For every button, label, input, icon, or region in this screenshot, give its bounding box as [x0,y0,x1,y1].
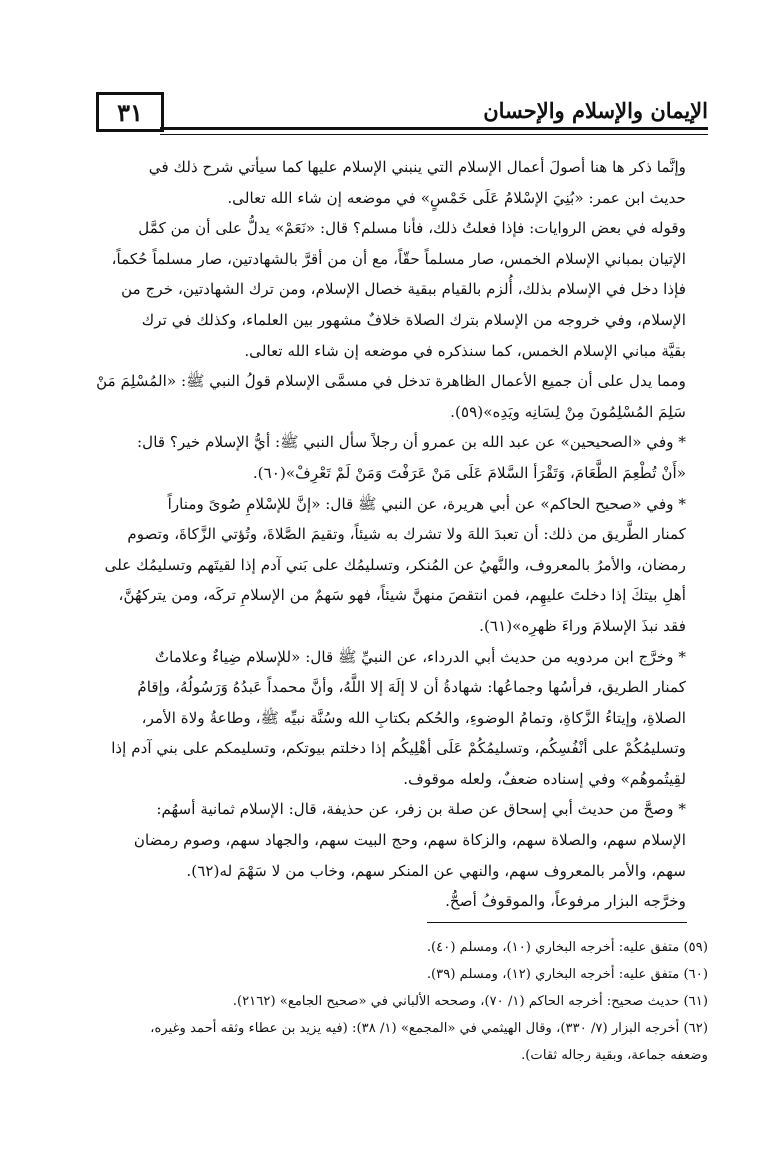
text-line: وتسليمُكُمْ على أنْفُسِكُم، وتسليمُكُمْ عَلَى أهْلِيكُم إذا دخلتم بيوتكم، وتسليمكم على بني آدم إذا [111,739,686,758]
header-rule-thin [160,134,708,135]
footnotes [92,934,708,1069]
paragraph-8 [92,886,708,917]
page-header [96,92,708,136]
footnote-61: (٦١) حديث صحيح: أخرجه الحاكم (١/ ٧٠)، وصححه الألباني في «صحيح الجامع» (٢١٦٢). [232,994,708,1009]
paragraph-7 [92,794,708,886]
paragraph-3 [92,366,708,427]
paragraph-1 [92,152,708,213]
header-rule [160,127,708,130]
running-title: الإيمان والإسلام والإحسان [483,98,708,123]
text-line: وقوله في بعض الروايات: فإذا فعلتُ ذلك، فأنا مسلم؟ قال: «نَعَمْ» يدلُّ على أن من كمَّل [138,219,686,238]
paragraph-4 [92,427,708,488]
page-number: ٣١ [96,92,164,132]
text-line: * وفي «صحيح الحاكم» عن أبي هريرة، عن النبي ﷺ قال: «إنَّ للإسْلامِ صُوىً ومناراً [167,494,686,513]
text-line: رمضان، والأمرُ بالمعروف، والنَّهيُ عن المُنكر، وتسليمُك على بَني آدم إذا لقيتَهم وتسليمُك على [104,555,686,574]
text-line: ومما يدل على أن جميع الأعمال الظاهرة تدخل في مسمَّى الإسلام قولُ النبي ﷺ: «المُسْلِمَ مَنْ [96,372,686,391]
text-line: فإذا دخل في الإسلام بذلك، أُلزم بالقيام ببقية خصال الإسلام، ومن ترك الشهادتين، خرج من [121,280,686,299]
footnote-62: (٦٢) أخرجه البزار (٧/ ٣٣٠)، وقال الهيثمي في «المجمع» (١/ ٣٨): (فيه يزيد بن عطاء وثقه أحمد وغيره، [150,1021,708,1036]
text-line: الإسلام، وفي خروجه من الإسلام بترك الصلاة خلافٌ مشهور بين العلماء، وكذلك في ترك [141,310,686,329]
text-line: وإنَّما ذكر ها هنا أصولَ أعمال الإسلام التي ينبني الإسلام عليها كما سيأتي شرح ذلك في [148,158,686,176]
text-line: * وفي «الصحيحين» عن عبد الله بن عمرو أن رجلاً سأل النبي ﷺ: أيُّ الإسلام خير؟ قال: [137,433,686,452]
text-line: وخرَّجه البزار مرفوعاً، والموقوفُ أصحُّ. [445,892,686,911]
text-line: سهم، والأمر بالمعروف سهم، والنهي عن المنكر سهم، وخاب من لا سَهْمَ له(٦٢). [186,861,686,880]
text-line: سَلِمَ المُسْلِمُونَ مِنْ لِسَانِه ويَدِه»(٥٩). [450,402,686,421]
footnote-60: (٦٠) متفق عليه: أخرجه البخاري (١٢)، ومسلم (٣٩). [426,967,708,982]
text-line: أهلِ بيتكَ إذا دخلتَ عليهِم، فمن انتقصَ منهنَّ شيئاً، فهو سَهمٌ من الإسلامِ تركَه، ومن يتركهُنَّ، [118,586,686,605]
text-line: لقِيتُموهُم» وفي إسناده ضعفٌ، ولعله موقوف. [403,769,686,788]
text-line: * وخرَّج ابن مردويه من حديث أبي الدرداء، عن النبيِّ ﷺ قال: «للإسلام ضِياءٌ وعلاماتٌ [154,647,686,666]
text-line: فقد نبذَ الإسلامَ وراءَ ظهرِه»(٦١). [479,616,686,635]
text-line: * وصحَّ من حديث أبي إسحاق عن صلة بن زفر، عن حذيفة، قال: الإسلام ثمانية أسهُم: [156,800,686,819]
text-line: «أَنْ تُطْعِمَ الطَّعَامَ، وَتَقْرَأ السَّلامَ عَلَى مَنْ عَرَفْتَ وَمَنْ لَمْ تَعْرِفْ»(٦٠). [252,463,686,482]
paragraph-6 [92,642,708,795]
text-line: حديث ابن عمر: «بُنِيَ الإسْلامُ عَلَى خَمْسٍ» في موضعه إن شاء الله تعالى. [227,188,686,207]
text-line: كمنار الطريق، فرأسُها وجماعُها: شهادةُ أن لا إلَهَ إلا اللَّهُ، وأنَّ محمداً عَبدُهُ وَرَسُولُهُ، وإقامُ [137,678,686,697]
footnote-59: (٥٩) متفق عليه: أخرجه البخاري (١٠)، ومسلم (٤٠). [426,940,708,955]
text-line: كمنار الطَّريق من ذلك: أن تعبدَ اللهَ ولا تشرك به شيئاً، وتقيمَ الصَّلاةَ، وتُؤتي الزَّكاةَ، وتصوم [127,525,686,544]
text-line: الإسلام سهم، والصلاة سهم، والزكاة سهم، وحج البيت سهم، والجهاد سهم، وصوم رمضان [133,831,686,850]
text-line: بقيَّة مباني الإسلام الخمس، كما سنذكره في موضعه إن شاء الله تعالى. [244,341,686,360]
paragraph-2 [92,213,708,366]
text-line: الصلاةِ، وإيتاءُ الزَّكاةِ، وتمامُ الوضوءِ، والحُكم بكتابِ الله وسُنَّة نبيِّه ﷺ، وطاعةُ ولاة الأمر، [141,708,686,727]
text-line: الإتيان بمباني الإسلام الخمس، صار مسلماً حقّاً، مع أن من أقرَّ بالشهادتين، صار مسلماً حُكماً، [111,249,686,268]
footnote-separator [427,922,687,923]
main-text [92,152,708,917]
footnote-62-continued: وضعفه جماعة، وبقية رجاله ثقات). [521,1048,708,1063]
paragraph-5 [92,489,708,642]
